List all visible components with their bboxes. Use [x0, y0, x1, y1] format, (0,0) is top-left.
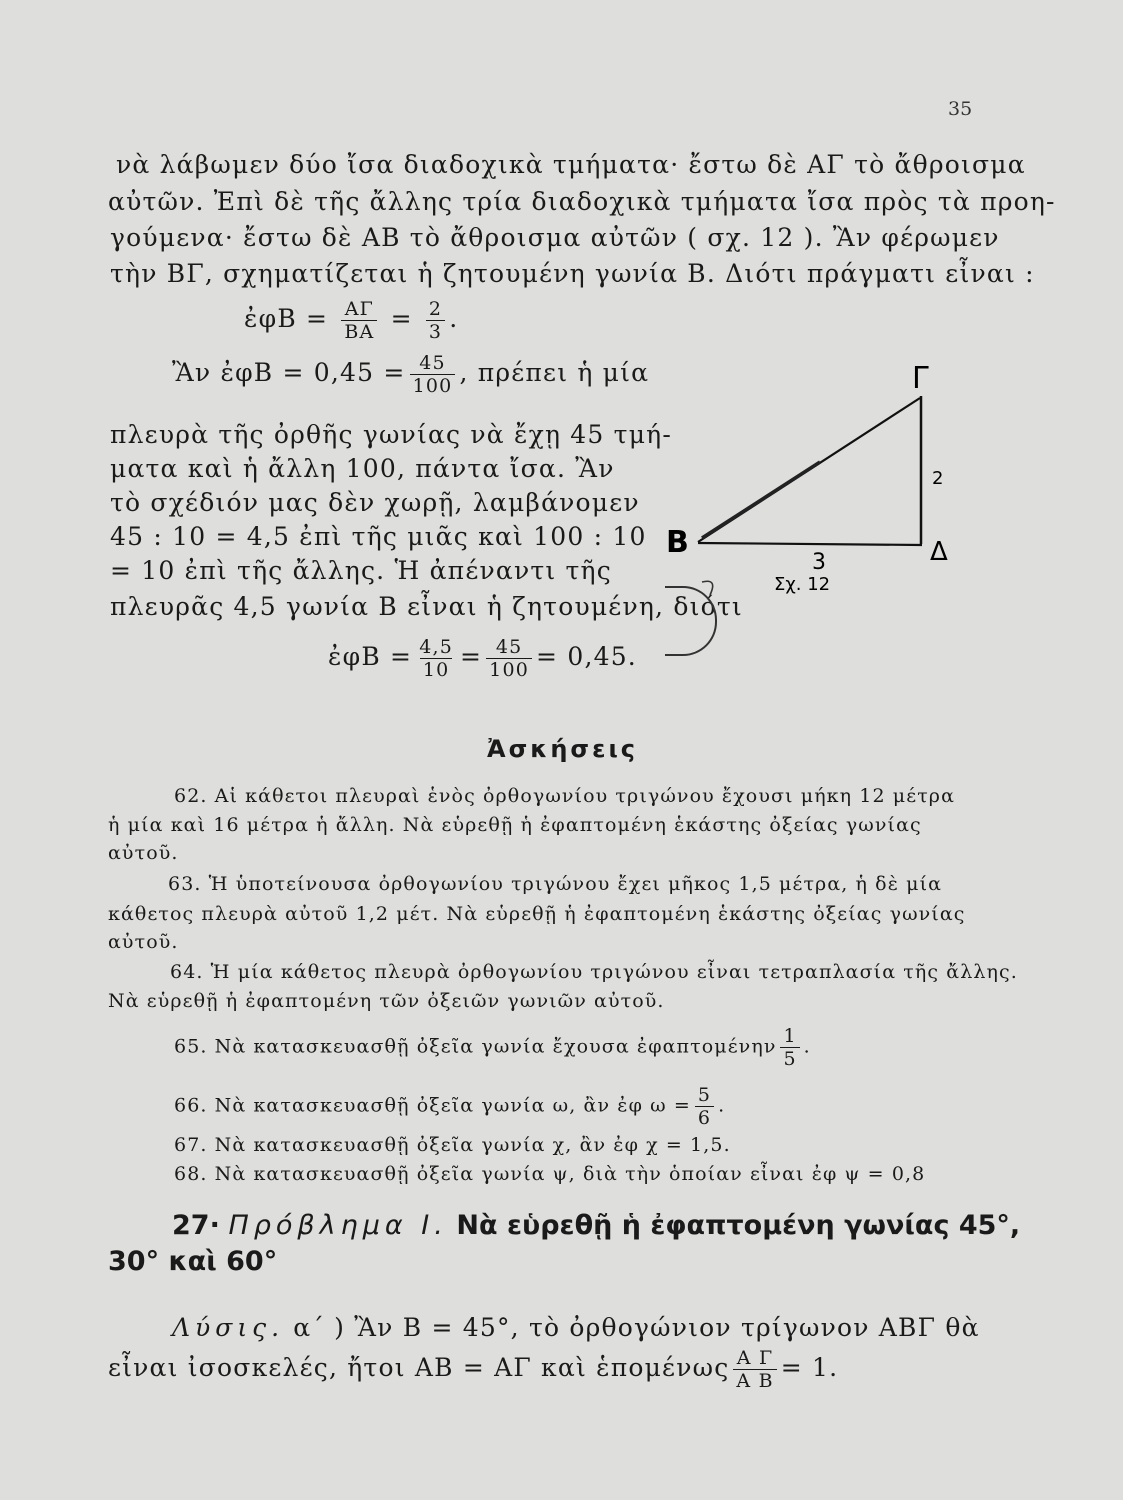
fraction-numerator: 2	[428, 298, 443, 320]
exercise-66	[174, 1084, 725, 1129]
fraction-5-6	[695, 1084, 714, 1129]
fraction-denominator: 100	[486, 658, 532, 681]
exercises-heading: Ἀσκήσεις	[487, 735, 639, 763]
vertex-label-d: Δ	[930, 537, 948, 567]
fraction-denominator: 10	[420, 658, 453, 681]
body-line-5: = 10 ἐπὶ τῆς ἄλλης. Ἡ ἀπέναντι τῆς	[110, 556, 612, 585]
fraction-denominator: 100	[410, 374, 456, 397]
eq3-end: = 0,45.	[536, 642, 637, 671]
body-line-3: τὸ σχέδιόν μας δὲν χωρῇ, λαμβάνομεν	[110, 488, 640, 517]
body-line-1: πλευρὰ τῆς ὀρθῆς γωνίας νὰ ἔχῃ 45 τμή-	[110, 420, 672, 449]
solution-text-1: α΄ ) Ἂν Β = 45°, τὸ ὀρθογώνιον τρίγωνον ΑΒΓ θὰ	[293, 1313, 980, 1342]
figure-12-triangle	[640, 350, 970, 610]
fraction-numerator: 4,5	[419, 636, 454, 658]
exercise-64-line-2: Νὰ εὑρεθῇ ἡ ἐφαπτομένη τῶν ὀξειῶν γωνιῶν αὐτοῦ.	[108, 990, 665, 1012]
side-label-horizontal: 3	[812, 550, 826, 575]
problem-title-cont: 30° καὶ 60°	[108, 1246, 278, 1277]
equation-tan-b-3	[328, 636, 637, 681]
fraction-numerator: Α Γ	[736, 1347, 774, 1369]
intro-line-2: αὐτῶν. Ἐπὶ δὲ τῆς ἄλλης τρία διαδοχικὰ τμήματα ἴσα πρὸς τὰ προη-	[108, 187, 1056, 216]
fraction-numerator: 45	[419, 352, 446, 374]
solution-line-1	[172, 1313, 980, 1342]
equation-tan-b-1	[244, 298, 458, 343]
fraction-45-100	[486, 636, 532, 681]
side-label-vertical: 2	[932, 468, 944, 489]
body-line-2: ματα καὶ ἡ ἄλλη 100, πάντα ἴσα. Ἂν	[110, 454, 615, 483]
eq1-lhs: ἐφΒ =	[244, 304, 329, 333]
horizontal-side	[698, 543, 922, 545]
body-line-4: 45 : 10 = 4,5 ἐπὶ τῆς μιᾶς καὶ 100 : 10	[110, 522, 647, 551]
exercise-63-line-2: κάθετος πλευρὰ αὐτοῦ 1,2 μέτ. Νὰ εὑρεθῇ ἡ ἐφαπτομένη ἑκάστης ὀξείας γωνίας	[108, 903, 966, 925]
fraction-numerator: 45	[495, 636, 523, 658]
fraction-45-100	[410, 352, 456, 397]
fraction-ag-ab	[733, 1347, 776, 1392]
exercise-62-line-3: αὐτοῦ.	[108, 842, 179, 864]
fraction-numerator: ΑΓ	[344, 298, 375, 320]
exercise-67: 67. Νὰ κατασκευασθῇ ὀξεῖα γωνία χ, ἂν ἐφ χ = 1,5.	[174, 1134, 731, 1156]
exercise-65-text: 65. Νὰ κατασκευασθῇ ὀξεῖα γωνία ἔχουσα ἐφαπτομένην	[174, 1035, 777, 1058]
hypotenuse-pencil	[702, 462, 820, 538]
exercise-66-text: 66. Νὰ κατασκευασθῇ ὀξεῖα γωνία ω, ἂν ἐφ ω =	[174, 1094, 691, 1117]
eq2-rest: , πρέπει ἡ μία	[459, 358, 650, 387]
exercise-62-line-2: ἡ μία καὶ 16 μέτρα ἡ ἄλλη. Νὰ εὑρεθῇ ἡ ἐφαπτομένη ἑκάστης ὀξείας γωνίας	[108, 814, 922, 836]
fraction-denominator: 5	[780, 1047, 799, 1070]
fraction-2-3	[426, 298, 445, 343]
exercise-62-line-1: 62. Αἱ κάθετοι πλευραὶ ἑνὸς ὀρθογωνίου τριγώνου ἔχουσι μήκη 12 μέτρα	[174, 785, 956, 807]
figure-caption: Σχ. 12	[774, 574, 831, 595]
vertex-label-g: Γ	[912, 361, 929, 396]
problem-heading-line-2	[108, 1246, 277, 1277]
exercise-63-line-1: 63. Ἡ ὑποτείνουσα ὀρθογωνίου τριγώνου ἔχει μῆκος 1,5 μέτρα, ἡ δὲ μία	[168, 873, 943, 895]
eq3-lhs: ἐφΒ =	[328, 642, 413, 671]
fraction-denominator: Α Β	[733, 1369, 776, 1392]
problem-label: Πρόβλημα Ι.	[228, 1210, 448, 1241]
eq1-equals: =	[390, 304, 413, 333]
problem-title: Νὰ εὑρεθῇ ἡ ἐφαπτομένη γωνίας 45°,	[456, 1210, 1021, 1241]
eq3-equals: =	[460, 642, 483, 671]
body-line-6: πλευρᾶς 4,5 γωνία Β εἶναι ἡ ζητουμένη, διότι	[110, 592, 743, 621]
exercise-65	[174, 1025, 811, 1070]
solution-text-2: εἶναι ἰσοσκελές, ἤτοι ΑΒ = ΑΓ καὶ ἑπομένως	[108, 1353, 730, 1382]
fraction-denominator: ΒΑ	[341, 320, 377, 343]
solution-label: Λύσις.	[172, 1313, 285, 1342]
equation-tan-b-2	[172, 352, 649, 397]
intro-line-3: γούμενα· ἔστω δὲ ΑΒ τὸ ἄθροισμα αὐτῶν ( σχ. 12 ). Ἂν φέρωμεν	[110, 223, 1000, 252]
problem-number: 27·	[172, 1210, 220, 1241]
fraction-denominator: 3	[426, 320, 445, 343]
problem-heading	[172, 1210, 1020, 1241]
exercise-64-line-1: 64. Ἡ μία κάθετος πλευρὰ ὀρθογωνίου τριγώνου εἶναι τετραπλασία τῆς ἄλλης.	[170, 961, 1018, 983]
solution-end: = 1.	[780, 1353, 839, 1382]
fraction-1-5	[780, 1025, 799, 1070]
eq2-lhs: Ἂν ἐφΒ = 0,45 =	[172, 358, 406, 387]
fraction-ag-ba	[341, 298, 377, 343]
solution-line-2	[108, 1347, 838, 1392]
exercise-68: 68. Νὰ κατασκευασθῇ ὀξεῖα γωνία ψ, διὰ τὴν ὁποίαν εἶναι ἐφ ψ = 0,8	[174, 1163, 926, 1185]
fraction-numerator: 1	[783, 1025, 797, 1047]
fraction-denominator: 6	[695, 1106, 714, 1129]
exercise-65-end: .	[803, 1035, 811, 1058]
intro-line-1: νὰ λάβωμεν δύο ἴσα διαδοχικὰ τμήματα· ἔστω δὲ ΑΓ τὸ ἄθροισμα	[116, 150, 1026, 179]
eq1-period: .	[449, 304, 459, 333]
page-number: 35	[948, 98, 973, 120]
fraction-4.5-10	[416, 636, 456, 681]
vertex-label-b: Β	[666, 525, 689, 560]
fraction-numerator: 5	[697, 1084, 712, 1106]
intro-line-4: τὴν ΒΓ, σχηματίζεται ἡ ζητουμένη γωνία Β. Διότι πράγματι εἶναι :	[110, 259, 1035, 288]
exercise-63-line-3: αὐτοῦ.	[108, 931, 179, 953]
exercise-66-end: .	[718, 1094, 726, 1117]
